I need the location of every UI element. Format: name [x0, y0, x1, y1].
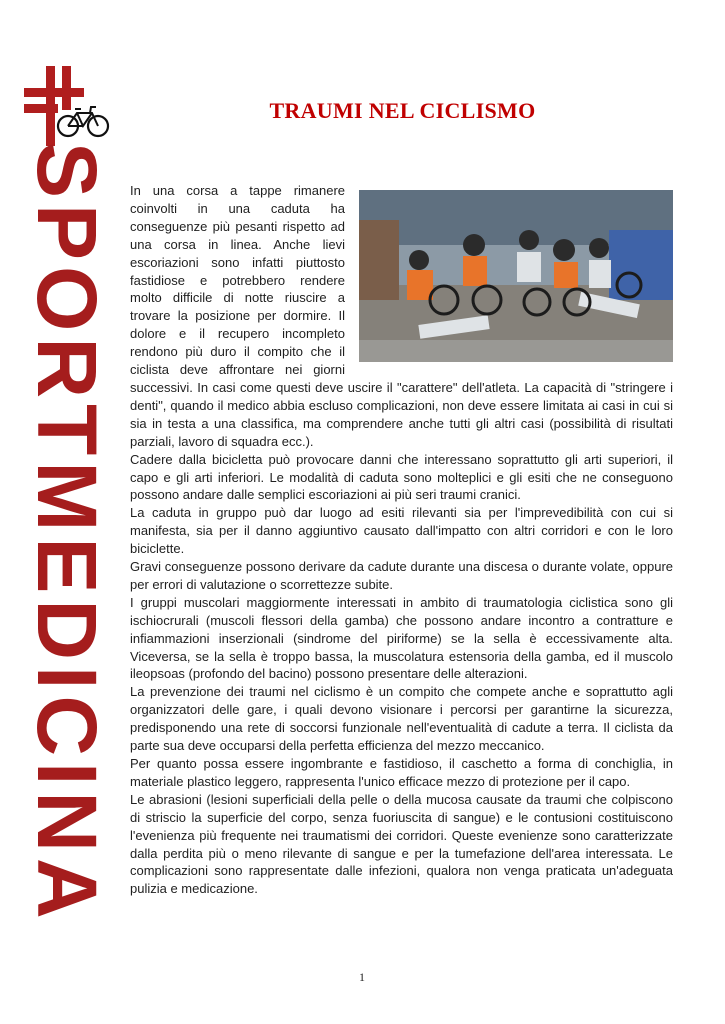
bicycle-icon	[56, 104, 110, 138]
paragraph: Per quanto possa essere ingombrante e fastidioso, il caschetto a forma di conchiglia, in materiale plastico leggero, rappresenta l'unico efficace mezzo di protezione per il capo.	[130, 756, 673, 789]
paragraph: Cadere dalla bicicletta può provocare danni che interessano soprattutto gli arti superiori, il capo e gli arti inferiori. Le modalità di caduta sono molteplici e gli esiti che ne conseguono possono andare dalle semplici escoriazioni ai più seri traumi cranici.	[130, 451, 673, 503]
brand-sidebar	[0, 0, 114, 1024]
article-body	[130, 182, 673, 898]
paragraph: I gruppi muscolari maggiormente interessati in ambito di traumatologia ciclistica sono gli ischiocrurali (muscoli flessori della gamba) che possono andare incontro a contratture e infiammazioni inserzionali (sindrome del piriforme) se la sella è eccessivamente alta. Viceversa, se la sella è troppo bassa, la muscolatura estensoria della gamba, ed il muscolo ileopsoas (profondo del bacino) possono presentare delle alterazioni.	[130, 594, 673, 682]
paragraph: Gravi conseguenze possono derivare da cadute durante una discesa o durante volate, oppure per errori di valutazione o scorrettezze subite.	[130, 559, 673, 592]
paragraph: In una corsa a tappe rimanere coinvolti in una caduta ha conseguenze più pesanti rispetto ad una corsa in linea. Anche lievi escoriazioni sono infatti piuttosto fastidiose e potrebbero rendere molto difficile di notte riuscire a trovare la posizione per dormire. Il dolore e il recupero incompleto rendono più duro il compito che il ciclista deve affrontare nei giorni successivi. In casi come questi deve uscire il "carattere" dell'atleta. La capacità di "stringere i denti", quando il medico abbia escluso complicazioni, non deve essere limitata ai casi in cui si sia in testa a una classifica, ma comprendere anche tutti gli altri casi (possibilità di risultati parziali, lavoro di squadra ecc.).	[130, 183, 673, 449]
page-number: 1	[359, 970, 365, 984]
paragraph: Le abrasioni (lesioni superficiali della pelle o della mucosa causate da traumi che colpiscono di striscio la superficie del corpo, senza fuoriuscita di sangue) e le contusioni costituiscono l'evenienza più frequente nei traumatismi dei corridori. Queste evenienze sono caratterizzate dalla perdita più o meno rilevante di sangue e per la tumefazione dell'area interessata. Le complicazioni sono rappresentate dalle infezioni, qualora non venga praticata un'adeguata pulizia e medicazione.	[130, 791, 673, 897]
cycling-crash-photo	[359, 190, 673, 362]
page-title: TRAUMI NEL CICLISMO	[269, 98, 536, 123]
vertical-brand-text: SPORTMEDICINA	[20, 142, 114, 925]
photo-illustration	[359, 190, 673, 362]
paragraph: La caduta in gruppo può dar luogo ad esiti rilevanti sia per l'imprevedibilità con cui si manifesta, sia per il danno aggiuntivo causato dall'impatto con altri corridori e con le loro biciclette.	[130, 505, 673, 557]
paragraph: La prevenzione dei traumi nel ciclismo è un compito che compete anche e soprattutto agli organizzatori delle gare, i quali devono visionare i percorsi per garantirne la sicurezza, predisponendo una rete di soccorsi funzionale nell'eventualità di cadute a terra. Il ciclista da parte sua deve occuparsi della perfetta efficienza del mezzo meccanico.	[130, 684, 673, 754]
